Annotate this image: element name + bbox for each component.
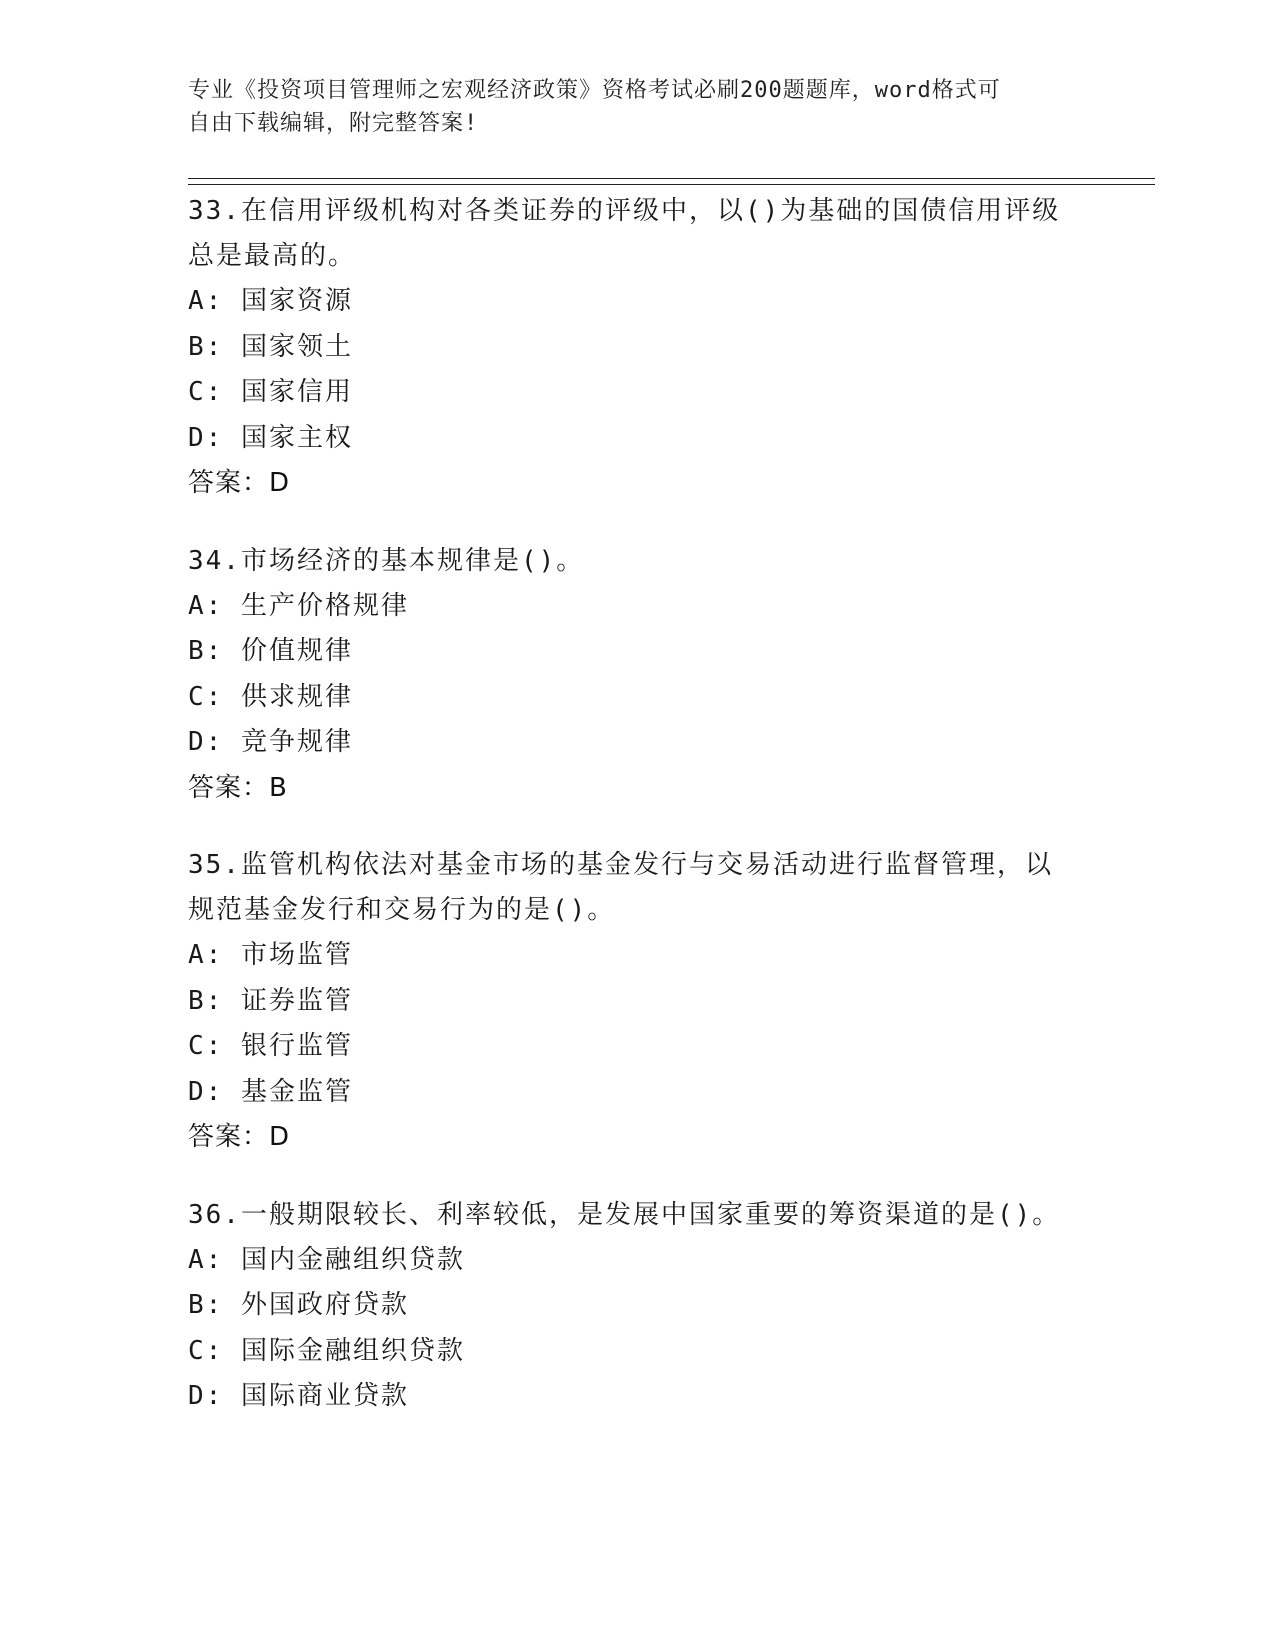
answer: 答案：D bbox=[188, 1122, 291, 1152]
option-a: A: 市场监管 bbox=[188, 940, 353, 970]
question-34 bbox=[188, 539, 1088, 812]
question-stem: 35.监管机构依法对基金市场的基金发行与交易活动进行监督管理，以 bbox=[188, 850, 1053, 880]
option-c: C: 国家信用 bbox=[188, 377, 353, 407]
answer: 答案：D bbox=[188, 468, 291, 498]
question-stem-continued: 规范基金发行和交易行为的是()。 bbox=[188, 895, 616, 925]
option-b: B: 外国政府贷款 bbox=[188, 1290, 409, 1320]
question-stem: 36.一般期限较长、利率较低，是发展中国家重要的筹资渠道的是()。 bbox=[188, 1199, 1061, 1230]
option-b: B: 价值规律 bbox=[188, 636, 353, 666]
option-b: B: 国家领土 bbox=[188, 331, 353, 362]
header-line-1: 专业《投资项目管理师之宏观经济政策》资格考试必刷200题题库，word格式可 bbox=[188, 78, 1001, 103]
option-a: A: 国内金融组织贷款 bbox=[188, 1244, 465, 1275]
option-d: D: 竞争规律 bbox=[188, 727, 353, 757]
option-a: A: 国家资源 bbox=[188, 286, 353, 316]
answer: 答案：B bbox=[188, 772, 288, 803]
option-d: D: 基金监管 bbox=[188, 1076, 353, 1107]
question-stem-continued: 总是最高的。 bbox=[188, 241, 357, 271]
option-d: D: 国家主权 bbox=[188, 422, 353, 453]
question-stem: 34.市场经济的基本规律是()。 bbox=[188, 545, 585, 576]
option-a: A: 生产价格规律 bbox=[188, 590, 409, 621]
option-c: C: 供求规律 bbox=[188, 681, 353, 712]
option-b: B: 证券监管 bbox=[188, 985, 353, 1016]
question-33 bbox=[188, 189, 1088, 507]
header-double-rule bbox=[188, 178, 1155, 185]
question-36 bbox=[188, 1193, 1088, 1420]
option-c: C: 银行监管 bbox=[188, 1031, 353, 1061]
document-header bbox=[188, 74, 1068, 140]
header-line-2: 自由下载编辑，附完整答案! bbox=[188, 111, 479, 136]
question-35 bbox=[188, 843, 1088, 1161]
question-stem: 33.在信用评级机构对各类证券的评级中，以()为基础的国债信用评级 bbox=[188, 196, 1061, 226]
option-d: D: 国际商业贷款 bbox=[188, 1381, 409, 1411]
question-list bbox=[188, 189, 1088, 1452]
option-c: C: 国际金融组织贷款 bbox=[188, 1335, 465, 1366]
